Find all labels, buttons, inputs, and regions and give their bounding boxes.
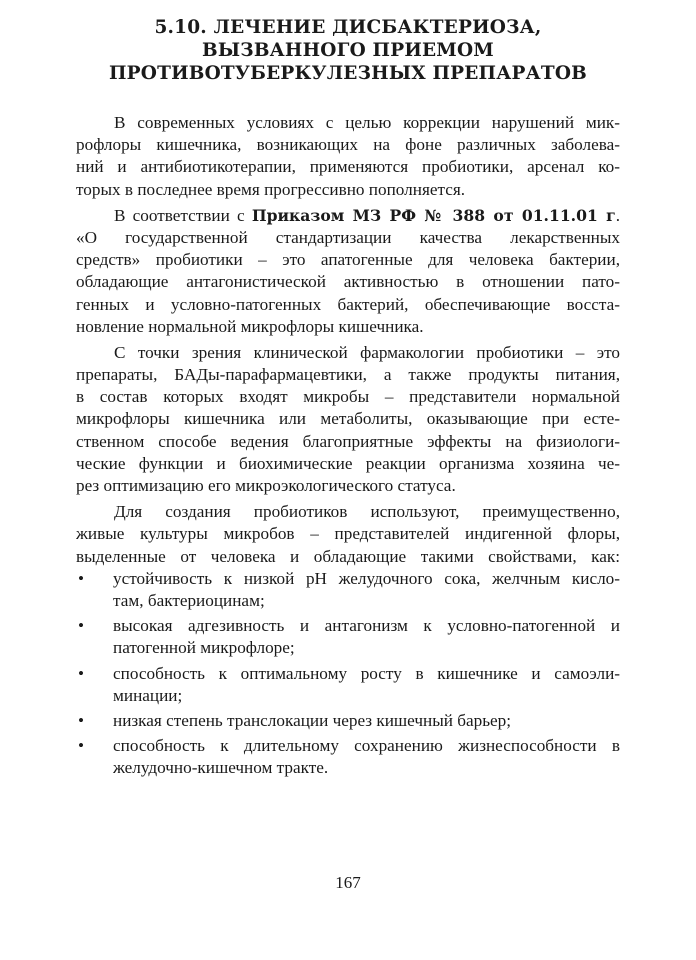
list-item [76,735,620,779]
text-line: ственном способе ведения благоприятные эффекты на физиологи- [76,431,620,451]
list-item [76,615,620,659]
list-item [76,710,620,732]
text-line: минации; [113,685,183,705]
paragraph-1 [76,112,620,201]
text-line: желудочно-кишечном тракте. [113,758,329,778]
list-item [76,568,620,612]
order-reference: Приказом МЗ РФ № 388 от 01.11.01 г [251,205,616,225]
text-line: В современных условиях с целью коррекции нарушений мик- [114,113,620,132]
title-line: ПРОТИВОТУБЕРКУЛЕЗНЫХ ПРЕПАРАТОВ [109,63,587,84]
bullet-icon: • [78,736,85,756]
text-line: способность к оптимальному росту в кишечнике и самоэли- [113,663,620,683]
text-line: генных и условно-патогенных бактерий, обеспечивающие восста- [76,294,620,314]
paragraph-3 [76,342,620,497]
text-line [76,205,620,227]
text-line: рофлоры кишечника, возникающих на фоне различных заболева- [76,135,620,155]
bullet-icon: • [78,710,85,730]
page-number: 167 [335,873,361,892]
text-line: живые культуры микробов – представителей индигенной флоры, [76,524,620,544]
text-line: патогенной микрофлоре; [113,638,295,658]
bullet-icon: • [78,568,85,588]
text-line: торых в последнее время прогрессивно пополняется. [76,179,466,199]
list-item [76,663,620,707]
property-list [76,568,620,780]
bullet-icon: • [78,663,85,683]
text-line: устойчивость к низкой pH желудочного сока, желчным кисло- [113,568,620,588]
text-line: микрофлоры кишечника или метаболиты, оказывающие при есте- [76,409,620,429]
title-line: 5.10. ЛЕЧЕНИЕ ДИСБАКТЕРИОЗА, [154,17,542,38]
text-line: Для создания пробиотиков используют, преимущественно, [114,502,620,522]
text-line: высокая адгезивность и антагонизм к условно-патогенной и [113,616,620,636]
text-line: способность к длительному сохранению жизнеспособности в [113,736,620,756]
text-line: ний и антибиотикотерапии, применяются пробиотики, арсенал ко- [76,157,620,177]
text-run: . [615,205,620,225]
section-title [60,16,636,85]
text-line: в состав которых входят микробы – представители нормальной [76,387,620,407]
paragraph-2 [76,205,620,338]
body-text [76,112,620,782]
text-line: «О государственной стандартизации качества лекарственных [76,227,620,247]
title-line: ВЫЗВАННОГО ПРИЕМОМ [202,40,494,61]
bullet-icon: • [78,616,85,636]
text-line: препараты, БАДы-парафармацевтики, а также продукты питания, [76,365,620,385]
text-line: новление нормальной микрофлоры кишечника. [76,316,424,336]
text-line: ческие функции и биохимические реакции организма хозяина че- [76,453,620,473]
text-line: низкая степень транслокации через кишечный барьер; [113,710,512,730]
text-line: обладающие антагонистической активностью в отношении пато- [76,272,620,292]
text-line: там, бактериоцинам; [113,590,265,610]
text-line: средств» пробиотики – это апатогенные для человека бактерии, [76,250,620,270]
text-line: С точки зрения клинической фармакологии пробиотики – это [114,342,620,362]
text-line: рез оптимизацию его микроэкологического статуса. [76,476,456,495]
text-run: В соответствии с [114,205,252,225]
paragraph-4 [76,501,620,568]
text-line: выделенные от человека и обладающие такими свойствами, как: [76,546,620,566]
